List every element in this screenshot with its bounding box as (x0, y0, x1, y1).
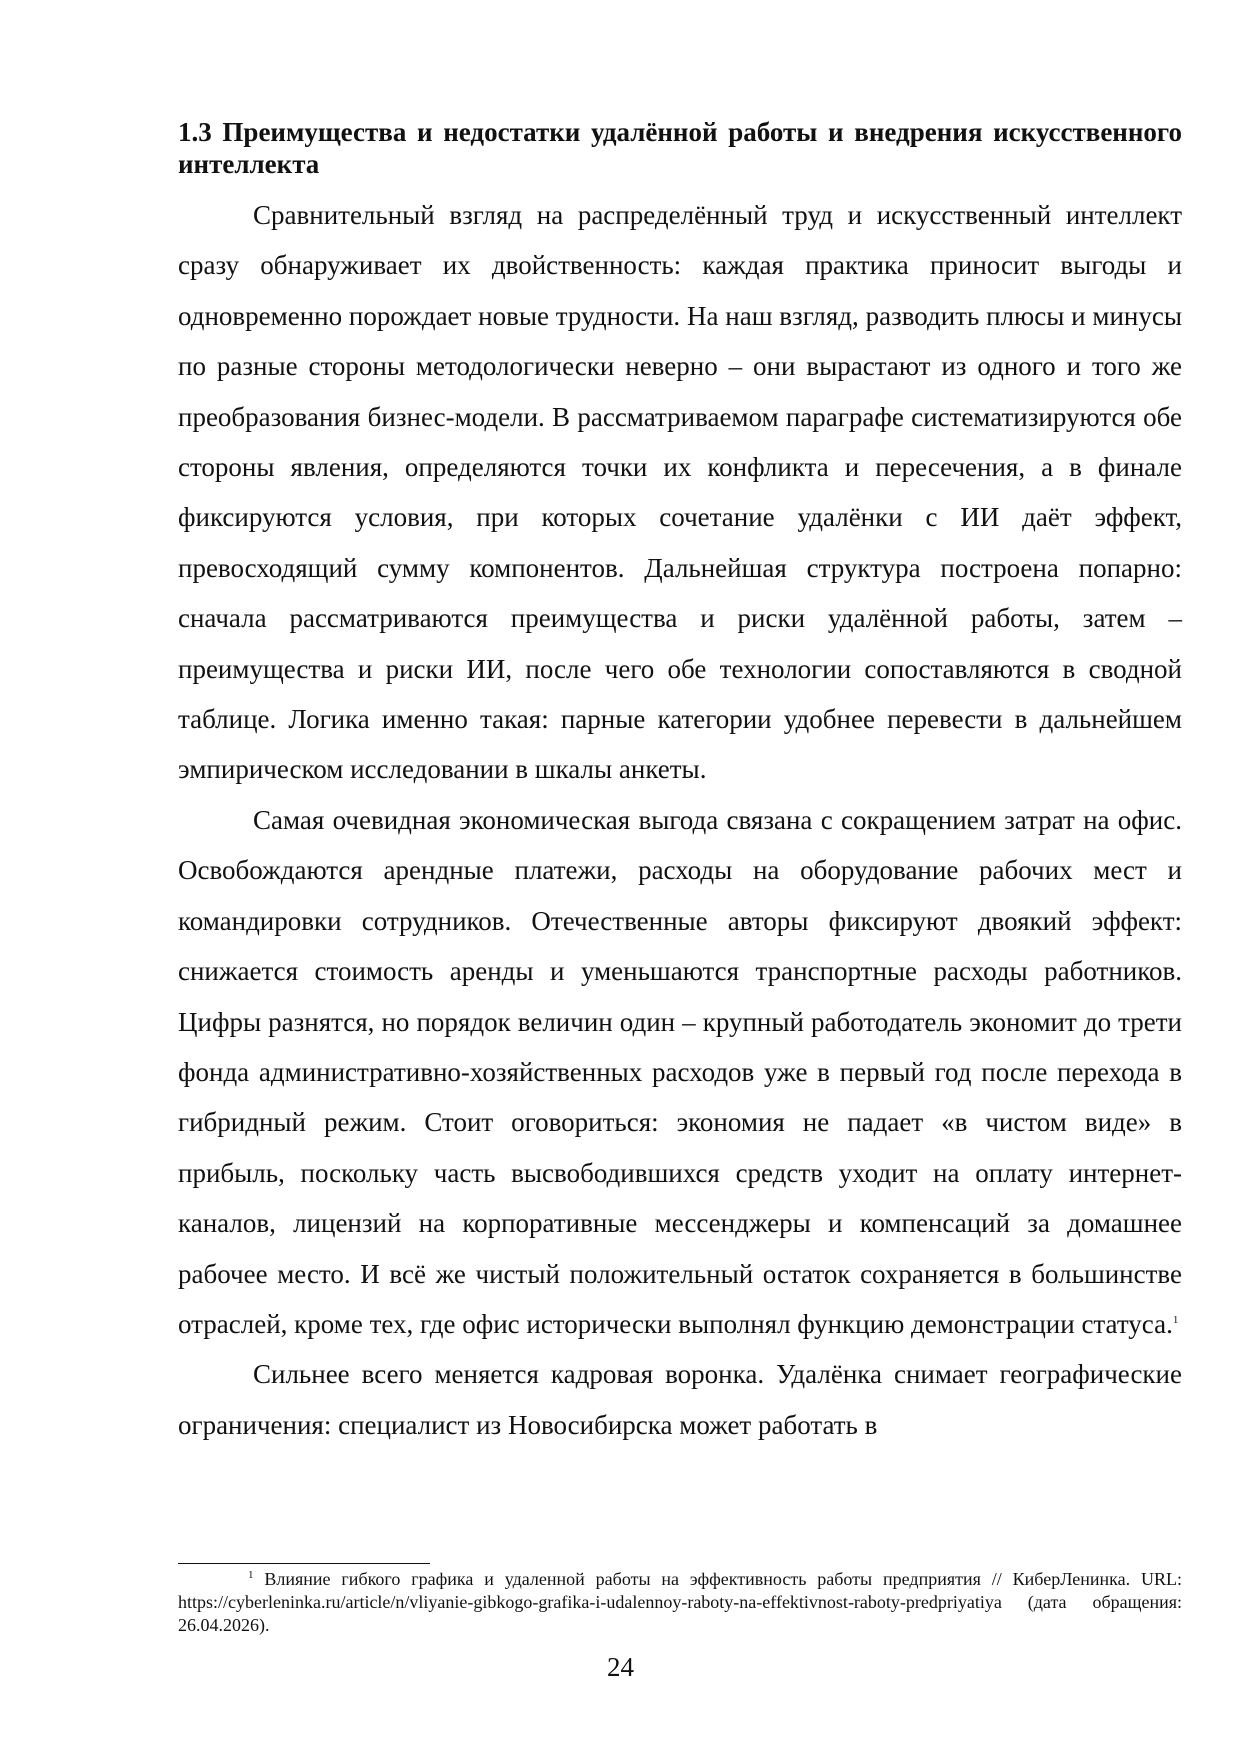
paragraph-2 (178, 795, 1182, 1349)
page-number: 24 (607, 1652, 634, 1682)
footnote-separator (178, 1563, 430, 1564)
section-heading: 1.3 Преимущества и недостатки удалённой работы и внедрения искусственного интеллекта (178, 117, 1182, 179)
footnote-mark: 1 (248, 1569, 254, 1581)
paragraph-3: Сильнее всего меняется кадровая воронка. Удалёнка снимает географические ограничения: специалист из Новосибирска может работать в (178, 1359, 1182, 1440)
paragraph-2-text: Самая очевидная экономическая выгода связана с сокращением затрат на офис. Освобождаются арендные платежи, расходы на оборудование рабочих мест и командировки сотрудников. Отечественные авторы фиксируют двоякий эффект: снижается стоимость аренды и уменьшаются транспортные расходы работников. Цифры разнятся, но порядок величин один – крупный работодатель экономит до трети фонда административно-хозяйственных расходов уже в первый год после перехода в гибридный режим. Стоит оговориться: экономия не падает «в чистом виде» в прибыль, поскольку часть высвободившихся средств уходит на оплату интернет-каналов, лицензий на корпоративные мессенджеры и компенсаций за домашнее рабочее место. И всё же чистый положительный остаток сохраняется в большинстве отраслей, кроме тех, где офис исторически выполнял функцию демонстрации статуса. (178, 804, 1182, 1339)
footnote-text: Влияние гибкого графика и удаленной работы на эффективность работы предприятия // КиберЛенинка. URL: https://cyberleninka.ru/article/n/vliyanie-gibkogo-grafika-i-udalennoy-raboty-na-effektivnost-raboty-predpriyatiya (дата обращения: 26.04.2026). (178, 1569, 1183, 1635)
footnote (178, 1568, 1182, 1637)
paragraph-1: Сравнительный взгляд на распределённый труд и искусственный интеллект сразу обнаруживает их двойственность: каждая практика приносит выгоды и одновременно порождает новые трудности. На наш взгляд, разводить плюсы и минусы по разные стороны методологически неверно – они вырастают из одного и того же преобразования бизнес-модели. В рассматриваемом параграфе систематизируются обе стороны явления, определяются точки их конфликта и пересечения, а в финале фиксируются условия, при которых сочетание удалёнки с ИИ даёт эффект, превосходящий сумму компонентов. Дальнейшая структура построена попарно: сначала рассматриваются преимущества и риски удалённой работы, затем – преимущества и риски ИИ, после чего обе технологии сопоставляются в сводной таблице. Логика именно такая: парные категории удобнее перевести в дальнейшем эмпирическом исследовании в шкалы анкеты. (178, 200, 1182, 785)
footnote-reference[interactable]: 1 (1172, 1313, 1179, 1326)
page-body (178, 116, 1182, 1450)
